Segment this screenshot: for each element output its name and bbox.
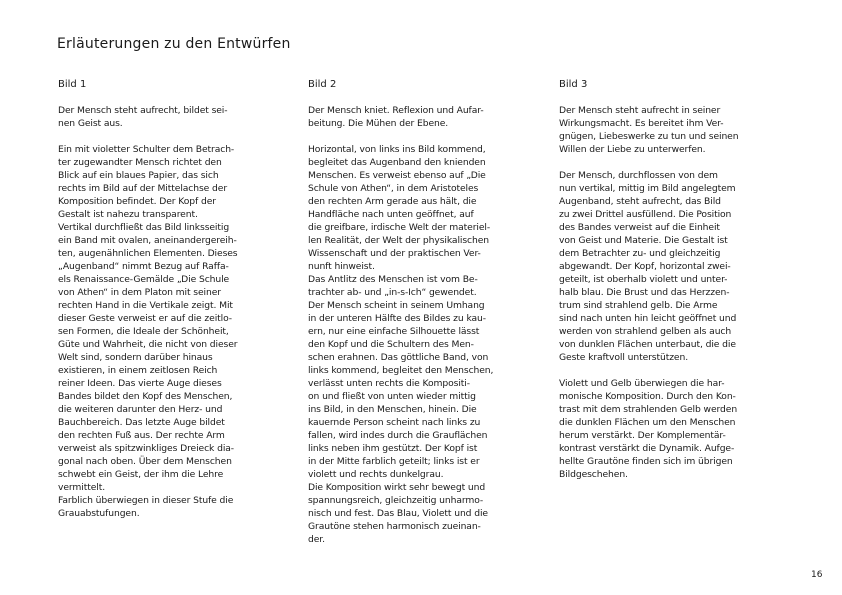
text-line: spannungsreich, gleichzeitig unharmo- — [308, 495, 484, 506]
text-line: Bildgeschehen. — [559, 469, 628, 480]
text-line: Vertikal durchfließt das Bild linksseitig — [58, 222, 230, 233]
column-body — [58, 104, 273, 520]
page-title: Erläuterungen zu den Entwürfen — [57, 36, 291, 52]
text-line: beitung. Die Mühen der Ebene. — [308, 118, 449, 129]
text-line: Bandes bildet den Kopf des Menschen, — [58, 391, 233, 402]
text-line: verlässt unten rechts die Kompositi- — [308, 378, 470, 389]
text-line: ern, nur eine einfache Silhouette lässt — [308, 326, 480, 337]
text-line: Augenband, steht aufrecht, das Bild — [559, 196, 721, 207]
text-line: Grautöne stehen harmonisch zueinan- — [308, 521, 481, 532]
paragraph — [559, 104, 774, 156]
text-line: Violett und Gelb überwiegen die har- — [559, 378, 725, 389]
text-line: dem Betrachter zu- und gleichzeitig — [559, 248, 721, 259]
text-line: nunft hinweist. — [308, 261, 375, 272]
text-line: fallen, wird indes durch die Grauflächen — [308, 430, 488, 441]
text-line: Willen der Liebe zu unterwerfen. — [559, 144, 706, 155]
text-line: vermittelt. — [58, 482, 106, 493]
text-line: herum verstärkt. Der Komplementär- — [559, 430, 726, 441]
paragraph — [559, 169, 774, 364]
text-line: sen Formen, die Ideale der Schönheit, — [58, 326, 229, 337]
text-line: in der Mitte farblich geteilt; links ist er — [308, 456, 480, 467]
text-line: links neben ihm gestützt. Der Kopf ist — [308, 443, 478, 454]
text-line: sind nach unten hin leicht geöffnet und — [559, 313, 737, 324]
text-line: verweist als spitzwinkliges Dreieck dia- — [58, 443, 235, 454]
text-line: Der Mensch kniet. Reflexion und Aufar- — [308, 105, 484, 116]
page-number: 16 — [811, 570, 823, 580]
text-line: trast mit dem strahlenden Gelb werden — [559, 404, 738, 415]
text-line: on und fließt von unten wieder mittig — [308, 391, 476, 402]
text-line: von dunklen Flächen unterbaut, die die — [559, 339, 736, 350]
column-heading: Bild 2 — [308, 79, 337, 90]
text-line: rechts im Bild auf der Mittelachse der — [58, 183, 227, 194]
column-heading: Bild 1 — [58, 79, 87, 90]
text-line: abgewandt. Der Kopf, horizontal zwei- — [559, 261, 731, 272]
text-line: Menschen. Es verweist ebenso auf „Die — [308, 170, 486, 181]
text-line: len Realität, der Welt der physikalischen — [308, 235, 489, 246]
text-line: geteilt, ist oberhalb violett und unter- — [559, 274, 728, 285]
text-line: Schule von Athen“, in dem Aristoteles — [308, 183, 479, 194]
text-line: nen Geist aus. — [58, 118, 123, 129]
column-heading: Bild 3 — [559, 79, 588, 90]
text-line: Ein mit violetter Schulter dem Betrach- — [58, 144, 235, 155]
text-line: gnügen, Liebeswerke zu tun und seinen — [559, 131, 739, 142]
text-line: Der Mensch scheint in seinem Umhang — [308, 300, 485, 311]
text-line: Handfläche nach unten geöffnet, auf — [308, 209, 474, 220]
text-line: begleitet das Augenband den knienden — [308, 157, 486, 168]
text-line: von Athen“ in dem Platon mit seiner — [58, 287, 221, 298]
text-line: in der unteren Hälfte des Bildes zu kau- — [308, 313, 486, 324]
text-line: die weiteren darunter den Herz- und — [58, 404, 223, 415]
text-line: „Augenband“ nimmt Bezug auf Raffa- — [58, 261, 229, 272]
text-line: ins Bild, in den Menschen, hinein. Die — [308, 404, 477, 415]
text-line: werden von strahlend gelben als auch — [559, 326, 732, 337]
text-line: den rechten Arm gerade aus hält, die — [308, 196, 477, 207]
text-line: Der Mensch steht aufrecht, bildet sei- — [58, 105, 228, 116]
text-line: kauernde Person scheint nach links zu — [308, 417, 481, 428]
text-line: Blick auf ein blaues Papier, das sich — [58, 170, 219, 181]
text-line: hellte Grautöne finden sich im übrigen — [559, 456, 733, 467]
text-line: nisch und fest. Das Blau, Violett und die — [308, 508, 488, 519]
text-line: Die Komposition wirkt sehr bewegt und — [308, 482, 486, 493]
text-line: die greifbare, irdische Welt der materiel- — [308, 222, 491, 233]
column-bild-2 — [308, 78, 523, 559]
paragraph — [58, 143, 273, 520]
text-line: Der Mensch steht aufrecht in seiner — [559, 105, 721, 116]
text-line: monische Komposition. Durch den Kon- — [559, 391, 736, 402]
column-body — [559, 104, 774, 481]
text-line: schwebt ein Geist, der ihm die Lehre — [58, 469, 224, 480]
column-bild-1 — [58, 78, 273, 533]
text-line: schen erahnen. Das göttliche Band, von — [308, 352, 489, 363]
text-line: ten, augenähnlichen Elementen. Dieses — [58, 248, 238, 259]
text-line: Güte und Wahrheit, die nicht von dieser — [58, 339, 238, 350]
text-line: den rechten Fuß aus. Der rechte Arm — [58, 430, 225, 441]
column-bild-3 — [559, 78, 774, 494]
text-line: Bauchbereich. Das letzte Auge bildet — [58, 417, 225, 428]
text-line: existieren, in einem zeitlosen Reich — [58, 365, 218, 376]
text-line: Das Antlitz des Menschen ist vom Be- — [308, 274, 478, 285]
text-line: halb blau. Die Brust und das Herzzen- — [559, 287, 730, 298]
text-line: violett und rechts dunkelgrau. — [308, 469, 444, 480]
text-line: rechten Hand in die Vertikale zeigt. Mit — [58, 300, 233, 311]
text-line: Gestalt ist nahezu transparent. — [58, 209, 198, 220]
text-line: Grauabstufungen. — [58, 508, 140, 519]
paragraph — [308, 143, 523, 546]
text-line: Geste kraftvoll unterstützen. — [559, 352, 689, 363]
text-line: Der Mensch, durchflossen von dem — [559, 170, 718, 181]
text-line: die dunklen Flächen um den Menschen — [559, 417, 736, 428]
column-body — [308, 104, 523, 546]
text-line: Welt sind, sondern darüber hinaus — [58, 352, 213, 363]
text-line: trachter ab- und „in-s-Ich“ gewendet. — [308, 287, 477, 298]
text-line: gonal nach oben. Über dem Menschen — [58, 456, 232, 467]
paragraph — [559, 377, 774, 481]
text-line: des Bandes verweist auf die Einheit — [559, 222, 720, 233]
text-line: Komposition befindet. Der Kopf der — [58, 196, 216, 207]
paragraph — [308, 104, 523, 130]
text-line: ter zugewandter Mensch richtet den — [58, 157, 222, 168]
text-line: Farblich überwiegen in dieser Stufe die — [58, 495, 234, 506]
text-line: dieser Geste verweist er auf die zeitlo- — [58, 313, 233, 324]
text-line: Wissenschaft und der praktischen Ver- — [308, 248, 481, 259]
text-line: den Kopf und die Schultern des Men- — [308, 339, 474, 350]
text-line: Wirkungsmacht. Es bereitet ihm Ver- — [559, 118, 724, 129]
text-line: Horizontal, von links ins Bild kommend, — [308, 144, 486, 155]
text-line: reiner Ideen. Das vierte Auge dieses — [58, 378, 222, 389]
text-line: nun vertikal, mittig im Bild angelegtem — [559, 183, 736, 194]
paragraph — [58, 104, 273, 130]
text-line: kontrast verstärkt die Dynamik. Aufge- — [559, 443, 735, 454]
text-line: els Renaissance-Gemälde „Die Schule — [58, 274, 230, 285]
text-line: der. — [308, 534, 325, 545]
text-line: links kommend, begleitet den Menschen, — [308, 365, 494, 376]
text-line: trum sind strahlend gelb. Die Arme — [559, 300, 718, 311]
text-line: ein Band mit ovalen, aneinandergereih- — [58, 235, 237, 246]
text-line: von Geist und Materie. Die Gestalt ist — [559, 235, 728, 246]
text-line: zu zwei Drittel ausfüllend. Die Position — [559, 209, 732, 220]
